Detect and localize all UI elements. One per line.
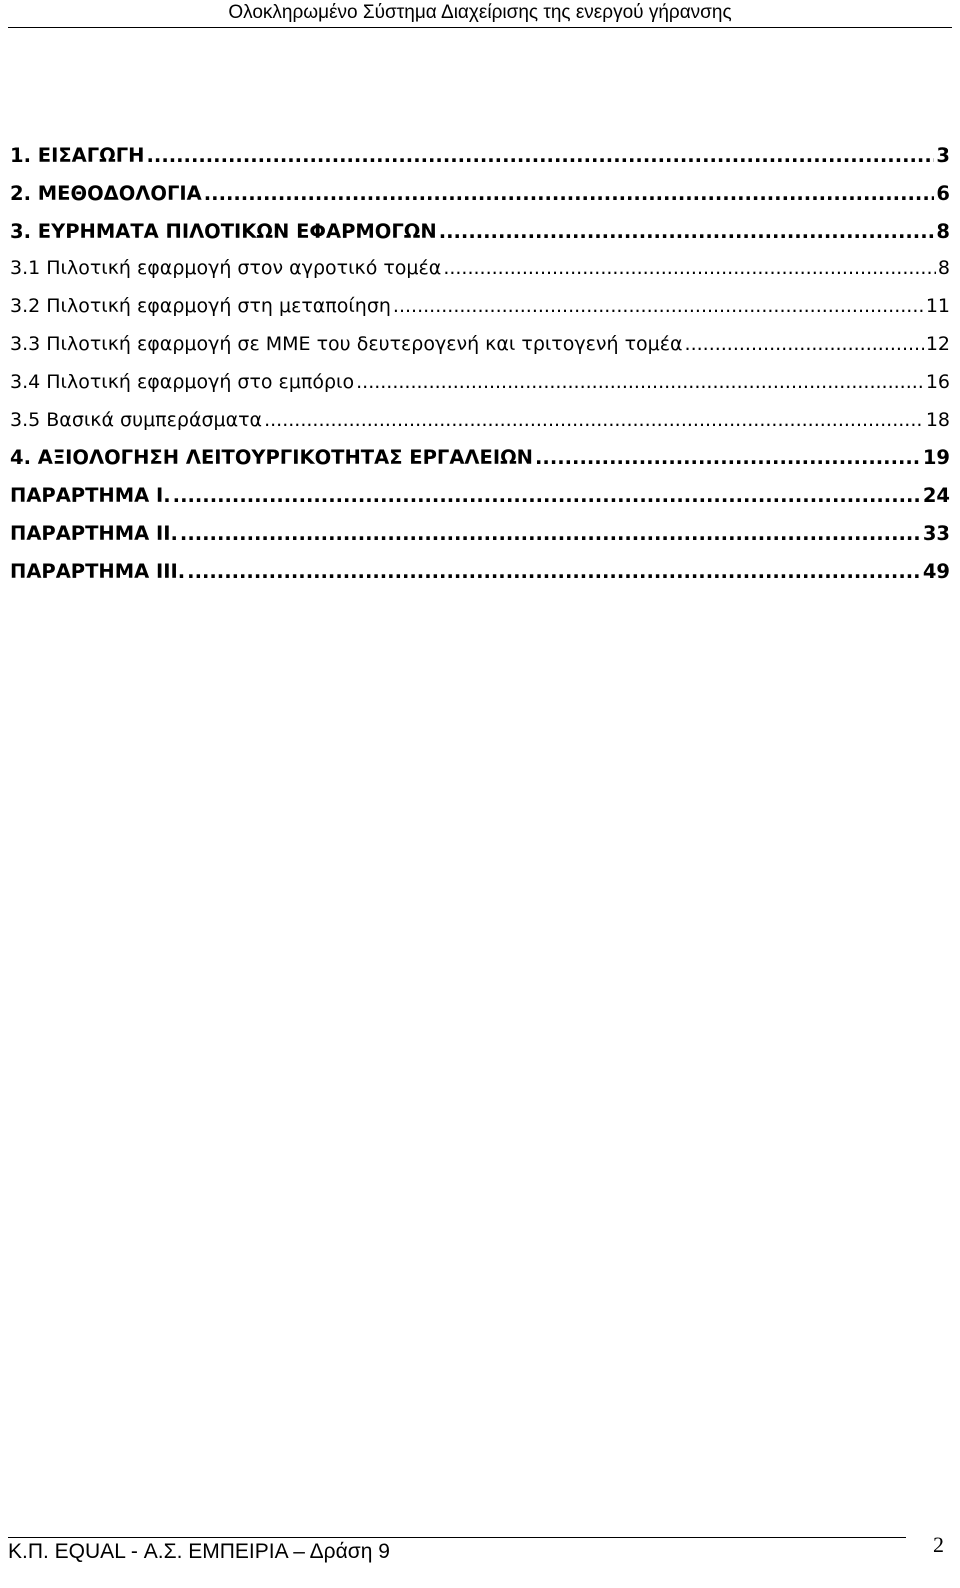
- toc-entry-title: ΠΑΡΑΡΤΗΜΑ Ι.: [10, 484, 171, 508]
- toc-entry[interactable]: [10, 371, 950, 409]
- toc-entry-title: ΠΑΡΑΡΤΗΜΑ ΙΙ.: [10, 521, 178, 545]
- page-number: 2: [933, 1532, 944, 1557]
- toc-entry-page-number: 49: [922, 559, 950, 583]
- running-header-title: Ολοκληρωμένο Σύστημα Διαχείρισης της ενεργού γήρανσης: [228, 2, 732, 23]
- toc-entry[interactable]: [10, 144, 950, 182]
- toc-entry-page-number: 6: [936, 181, 950, 205]
- toc-entry-page-number: 11: [925, 295, 950, 318]
- toc-entry-page-number: 16: [925, 370, 950, 393]
- toc-entry[interactable]: [10, 220, 950, 258]
- toc-dot-leader: [204, 182, 935, 205]
- toc-dot-leader: [264, 409, 924, 431]
- toc-entry-page-number: 19: [922, 446, 950, 470]
- toc-entry[interactable]: [10, 333, 950, 371]
- toc-dot-leader: [147, 144, 935, 167]
- toc-entry-title: 3.2 Πιλοτική εφαρμογή στη μεταποίηση: [10, 295, 391, 318]
- toc-entry-title: ΠΑΡΑΡΤΗΜΑ ΙΙΙ.: [10, 559, 186, 583]
- page-header: [0, 0, 960, 26]
- toc-entry-page-number: 18: [925, 408, 950, 431]
- toc-dot-leader: [443, 257, 936, 279]
- toc-entry-page-number: 33: [922, 521, 950, 545]
- toc-entry[interactable]: [10, 446, 950, 484]
- toc-entry[interactable]: [10, 522, 950, 560]
- toc-entry[interactable]: [10, 182, 950, 220]
- toc-entry-page-number: 12: [925, 332, 950, 355]
- toc-dot-leader: [180, 522, 921, 545]
- toc-entry-title: 3.3 Πιλοτική εφαρμογή σε ΜΜΕ του δευτερογενή και τριτογενή τομέα: [10, 332, 683, 355]
- toc-dot-leader: [439, 220, 935, 243]
- toc-entry-page-number: 8: [936, 219, 950, 243]
- toc-entry[interactable]: [10, 409, 950, 447]
- toc-dot-leader: [685, 333, 924, 355]
- toc-entry-title: 4. ΑΞΙΟΛΟΓΗΣΗ ΛΕΙΤΟΥΡΓΙΚΟΤΗΤΑΣ ΕΡΓΑΛΕΙΩΝ: [10, 446, 533, 470]
- table-of-contents: [10, 144, 950, 598]
- toc-entry[interactable]: [10, 257, 950, 295]
- toc-dot-leader: [356, 371, 924, 393]
- toc-entry-title: 3.1 Πιλοτική εφαρμογή στον αγροτικό τομέα: [10, 257, 442, 280]
- toc-entry-page-number: 24: [922, 484, 950, 508]
- toc-dot-leader: [173, 484, 921, 507]
- toc-entry-title: 1. ΕΙΣΑΓΩΓΗ: [10, 144, 145, 167]
- header-divider: [8, 27, 952, 28]
- toc-dot-leader: [393, 295, 924, 317]
- footer-text: Κ.Π. EQUAL - Α.Σ. ΕΜΠΕΙΡΙΑ – Δράση 9: [8, 1540, 390, 1563]
- toc-entry-title: 3. ΕΥΡΗΜΑΤΑ ΠΙΛΟΤΙΚΩΝ ΕΦΑΡΜΟΓΩΝ: [10, 219, 437, 243]
- toc-entry-title: 3.5 Βασικά συμπεράσματα: [10, 408, 263, 431]
- toc-entry-title: 2. ΜΕΘΟΔΟΛΟΓΙΑ: [10, 181, 202, 205]
- toc-entry-page-number: 3: [936, 144, 950, 167]
- toc-entry-page-number: 8: [937, 257, 950, 280]
- toc-entry-title: 3.4 Πιλοτική εφαρμογή στο εμπόριο: [10, 370, 355, 393]
- toc-dot-leader: [535, 446, 921, 469]
- toc-entry[interactable]: [10, 560, 950, 598]
- toc-entry[interactable]: [10, 484, 950, 522]
- footer-divider: [8, 1537, 906, 1538]
- toc-entry[interactable]: [10, 295, 950, 333]
- toc-dot-leader: [187, 560, 921, 583]
